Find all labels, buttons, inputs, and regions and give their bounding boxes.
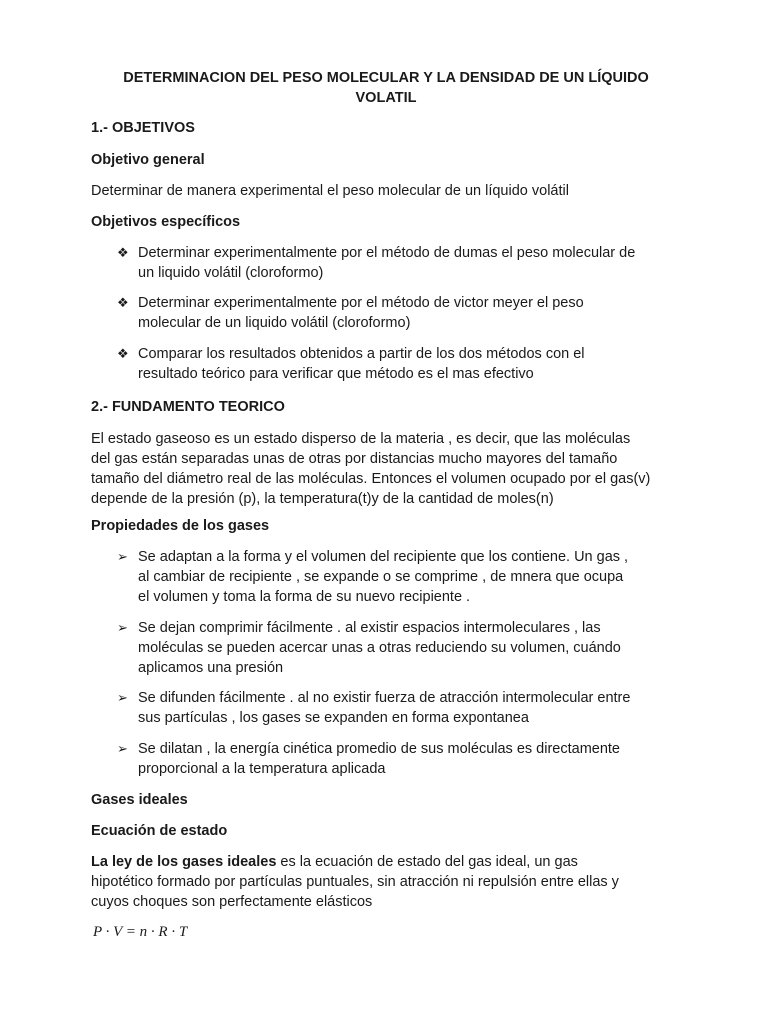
arrow-bullet-icon: ➢: [117, 690, 128, 705]
diamond-bullet-icon: ❖: [117, 295, 129, 310]
ideal-gas-equation: P · V = n · R · T: [93, 924, 188, 940]
subheading-gases-ideales: Gases ideales: [91, 792, 188, 808]
subheading-ecuacion-estado: Ecuación de estado: [91, 823, 228, 839]
arrow-bullet-icon: ➢: [117, 620, 128, 635]
subheading-objetivos-especificos: Objetivos específicos: [91, 214, 241, 230]
specific-objective-item: Comparar los resultados obtenidos a partir de los dos métodos con el resultado teórico para verificar que método es el mas efectivo: [138, 346, 585, 382]
ideal-gas-law-term: La ley de los gases ideales: [91, 854, 277, 870]
property-item: Se adaptan a la forma y el volumen del recipiente que los contiene. Un gas , al cambiar de recipiente , se expande o se comprime , de mnera que ocupa el volumen y toma la forma de su nuevo recipiente .: [138, 549, 629, 605]
general-objective-text: Determinar de manera experimental el peso molecular de un líquido volátil: [91, 183, 569, 199]
section-heading-objetivos: 1.- OBJETIVOS: [91, 120, 195, 136]
property-item: Se dilatan , la energía cinética promedio de sus moléculas es directamente proporcional a la temperatura aplicada: [138, 741, 620, 777]
arrow-bullet-icon: ➢: [117, 741, 128, 756]
property-item: Se difunden fácilmente . al no existir fuerza de atracción intermolecular entre sus partículas , los gases se expanden en forma expontanea: [138, 690, 631, 726]
ideal-gas-law-paragraph: [91, 852, 686, 912]
specific-objective-item: Determinar experimentalmente por el método de victor meyer el peso molecular de un liquido volátil (cloroformo): [138, 295, 584, 331]
specific-objective-item: Determinar experimentalmente por el método de dumas el peso molecular de un liquido volátil (cloroformo): [138, 245, 636, 281]
document-title: DETERMINACION DEL PESO MOLECULAR Y LA DENSIDAD DE UN LÍQUIDO VOLATIL: [123, 70, 649, 106]
subheading-objetivo-general: Objetivo general: [91, 152, 205, 168]
arrow-bullet-icon: ➢: [117, 549, 128, 564]
subheading-propiedades: Propiedades de los gases: [91, 518, 270, 534]
property-item: Se dejan comprimir fácilmente . al existir espacios intermoleculares , las moléculas se pueden acercar unas a otras reduciendo su volumen, cuándo aplicamos una presión: [138, 620, 621, 676]
diamond-bullet-icon: ❖: [117, 346, 129, 361]
ideal-gas-law-text: es la ecuación de estado del gas ideal, un gas hipotético formado por partículas puntuales, sin atracción ni repulsión entre ellas y cuyos choques son perfectamente elásticos: [91, 854, 619, 910]
diamond-bullet-icon: ❖: [117, 245, 129, 260]
theory-intro-paragraph: El estado gaseoso es un estado disperso de la materia , es decir, que las moléculas del gas están separadas unas de otras por distancias mucho mayores del tamaño tamaño del diámetro real de las moléculas. Entonces el volumen ocupado por el gas(v) depende de la presión (p), la temperatura(t)y de la cantidad de moles(n): [91, 431, 651, 507]
section-heading-fundamento: 2.- FUNDAMENTO TEORICO: [91, 399, 285, 415]
